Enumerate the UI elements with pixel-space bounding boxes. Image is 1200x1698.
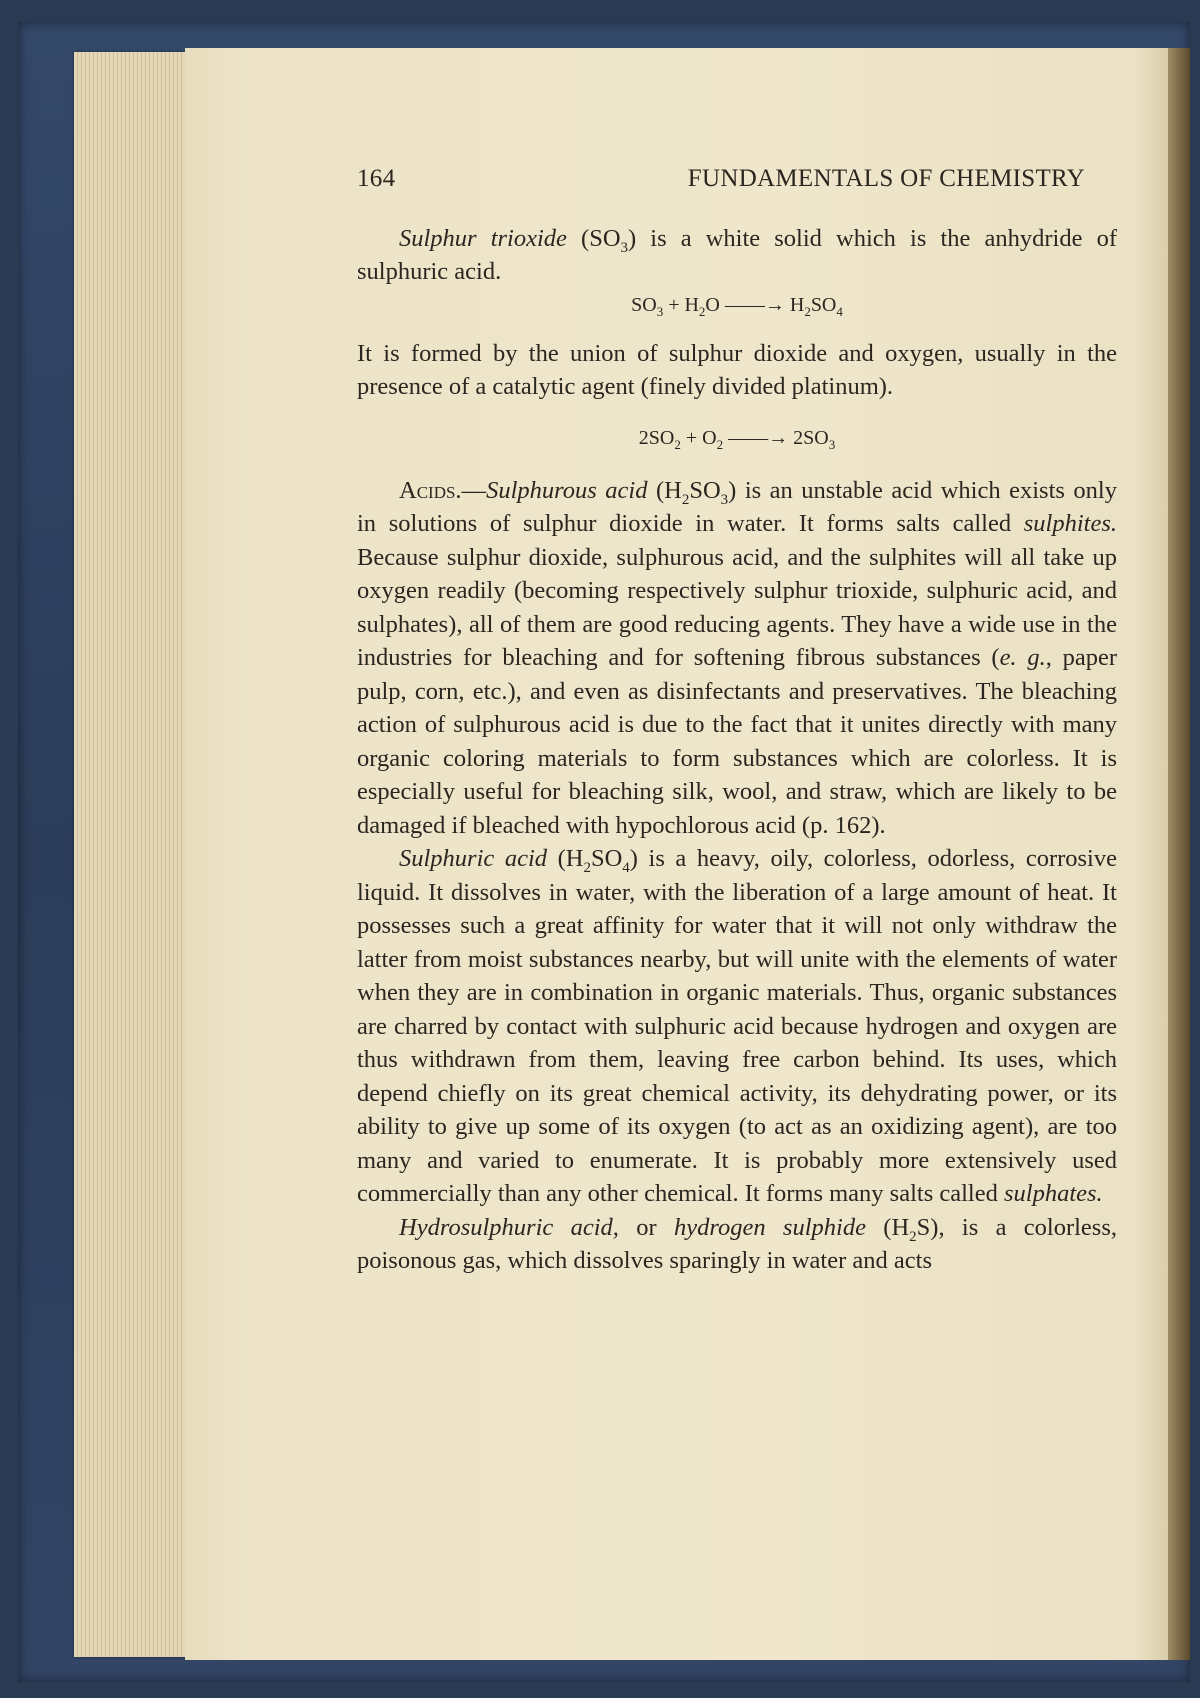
eq-subscript: 2 [674, 436, 681, 452]
term-sulphur-trioxide: Sulphur trioxide [399, 224, 567, 252]
eq-subscript: 2 [698, 303, 706, 319]
term-sulphites: sulphites. [1023, 510, 1117, 537]
em-dash: — [461, 476, 487, 504]
equation-1 [357, 293, 1117, 317]
paragraph-text: , is a colorless, poisonous gas, which dissolves sparingly in water and acts [357, 1213, 1117, 1274]
eq-text: SO [631, 293, 657, 316]
paragraph-acids [357, 474, 1117, 843]
formula-text: SO [689, 476, 721, 504]
abbrev-eg: e. g. [999, 644, 1046, 671]
paragraph-text: ) is a heavy, oily, colorless, odorless, corrosive liquid. It dissolves in water, with the liberation of a large amount of heat. It possesses such a great affinity for water that it will not only withdraw the latter from moist substances nearby, but will unite with the elements of water when they are in combination in organic materials. Thus, organic substances are charred by contact with sulphuric acid because hydrogen and oxygen are thus withdrawn from them, leaving free carbon behind. Its uses, which depend chiefly on its great chemical activity, its dehydrating power, or its ability to give up some of its oxygen (to act as an oxidizing agent), are too many and varied to enumerate. It is probably more extensively used commercially than any other chemical. It forms many salts called [357, 845, 1117, 1207]
page-content [357, 150, 1117, 1278]
formula-subscript: 3 [720, 491, 729, 508]
eq-text: O ——→ H [705, 293, 805, 316]
term-sulphurous-acid: Sulphurous acid [486, 476, 648, 504]
eq-subscript: 2 [716, 436, 724, 452]
paragraph-text: , paper pulp, corn, etc.), and even as disinfectants and preservatives. The bleaching action of sulphurous acid is due to the fact that it unites directly with many organic coloring materials to form substances which are colorless. It is especially useful for bleaching silk, wool, and straw, which are likely to be damaged if bleached with hypochlorous acid (p. 162). [357, 644, 1117, 839]
section-lead-acids: Acids. [399, 476, 462, 504]
paragraph-text: ) is a white solid which is the anhydride of sulphuric acid. [357, 224, 1117, 285]
paragraph-text: or [618, 1213, 674, 1241]
formula-subscript: 2 [681, 491, 690, 508]
eq-text: + O [680, 426, 717, 449]
paragraph-sulphuric-acid [357, 842, 1117, 1211]
paragraph-text: Because sulphur dioxide, sulphurous acid, and the sulphites will all take up oxygen readily (becoming respectively sulphur trioxide, sulphuric acid, and sulphates), all of them are good reducing agents. They have a wide use in the industries for bleaching and for softening fibrous substances ( [357, 543, 1117, 671]
running-header [357, 162, 1117, 196]
eq-text: + H [663, 293, 699, 316]
paragraph-text: ) is an unstable acid which exists only in solutions of sulphur dioxide in water. It forms salts called [357, 476, 1117, 537]
formula-subscript: 3 [620, 239, 629, 256]
term-sulphates: sulphates. [1003, 1180, 1103, 1207]
eq-text: 2SO [638, 426, 675, 449]
formula-text: S) [916, 1213, 939, 1241]
formula-text: (SO [566, 224, 621, 252]
term-sulphuric-acid: Sulphuric acid [399, 845, 548, 872]
term-hydrosulphuric-acid: Hydrosulphuric acid, [399, 1213, 619, 1241]
eq-text: ——→ 2SO [723, 426, 829, 449]
formula-text: (H [865, 1213, 910, 1241]
eq-subscript: 3 [828, 436, 836, 452]
paragraph-sulphur-trioxide [357, 222, 1117, 289]
formula-text: SO [590, 845, 623, 872]
formula-subscript: 2 [909, 1228, 917, 1245]
formula-subscript: 2 [583, 859, 591, 876]
paragraph-hydrosulphuric-acid [357, 1211, 1117, 1278]
eq-text: SO [810, 293, 837, 316]
eq-subscript: 3 [656, 303, 664, 319]
running-title: FUNDAMENTALS OF CHEMISTRY [687, 165, 1085, 192]
formula-text: (H [547, 845, 584, 872]
equation-2 [357, 426, 1117, 450]
formula-subscript: 4 [622, 859, 630, 876]
page-edges [74, 52, 186, 1657]
spine-shadow [1168, 48, 1190, 1660]
eq-subscript: 2 [804, 303, 811, 319]
page-number: 164 [357, 165, 396, 192]
eq-subscript: 4 [836, 303, 843, 319]
formula-text: (H [647, 476, 682, 504]
paragraph-formation: It is formed by the union of sulphur dioxide and oxygen, usually in the presence of a catalytic agent (finely divided platinum). [357, 339, 1117, 400]
term-hydrogen-sulphide: hydrogen sulphide [673, 1213, 866, 1241]
